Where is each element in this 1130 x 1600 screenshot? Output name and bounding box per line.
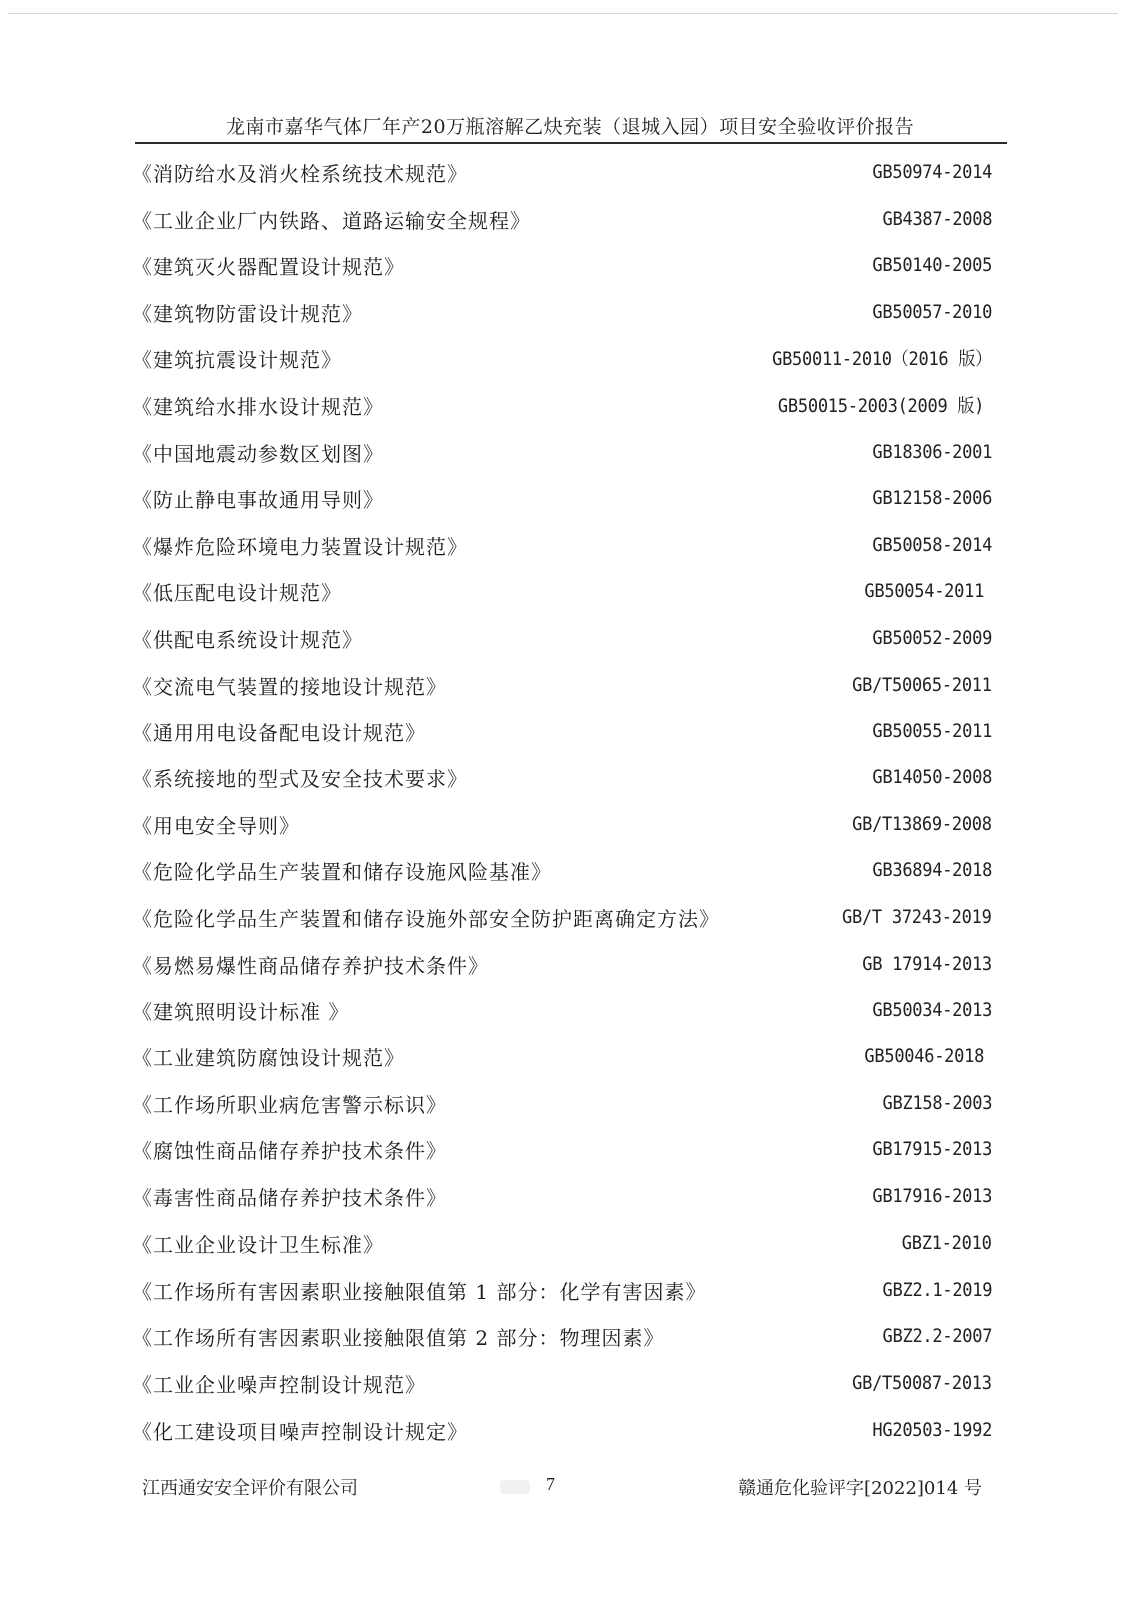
reference-title: 《易燃易爆性商品储存养护技术条件》 [132, 953, 489, 978]
reference-row [132, 1181, 992, 1211]
reference-code: GB50055-2011 [872, 720, 992, 742]
reference-code: GB/T50065-2011 [852, 674, 992, 696]
reference-code: GBZ2.1-2019 [882, 1279, 992, 1301]
reference-code: GB50015-2003(2009 版) [777, 396, 984, 417]
reference-row [132, 1041, 984, 1071]
reference-title: 《供配电系统设计规范》 [132, 627, 363, 652]
reference-code: GB4387-2008 [882, 208, 992, 230]
reference-title: 《腐蚀性商品储存养护技术条件》 [132, 1138, 447, 1163]
reference-code: GB17916-2013 [872, 1185, 992, 1207]
reference-code: GB14050-2008 [872, 766, 992, 788]
reference-title: 《通用用电设备配电设计规范》 [132, 720, 426, 745]
reference-title: 《用电安全导则》 [132, 813, 300, 838]
reference-code: GB50058-2014 [872, 534, 992, 556]
reference-title: 《化工建设项目噪声控制设计规定》 [132, 1419, 468, 1444]
reference-title: 《危险化学品生产装置和储存设施外部安全防护距离确定方法》 [132, 906, 720, 931]
reference-code: GB50057-2010 [872, 301, 992, 323]
reference-row [132, 670, 992, 700]
reference-title: 《工作场所有害因素职业接触限值第 1 部分：化学有害因素》 [132, 1279, 707, 1304]
reference-row [132, 1415, 992, 1445]
reference-code: GB50054-2011 [864, 580, 984, 602]
page-footer [142, 1474, 982, 1502]
reference-row [132, 343, 992, 373]
reference-row [132, 1228, 992, 1258]
reference-title: 《建筑物防雷设计规范》 [132, 301, 363, 326]
reference-title: 《工作场所职业病危害警示标识》 [132, 1092, 447, 1117]
reference-row [132, 437, 992, 467]
footer-report-number: 赣通危化验评字[2022]014 号 [738, 1478, 982, 1499]
reference-title: 《爆炸危险环境电力装置设计规范》 [132, 534, 468, 559]
reference-row [132, 995, 992, 1025]
reference-title: 《工业企业设计卫生标准》 [132, 1232, 384, 1257]
reference-code: GB50140-2005 [872, 254, 992, 276]
reference-code: GB/T50087-2013 [852, 1372, 992, 1394]
reference-row [132, 716, 992, 746]
reference-title: 《中国地震动参数区划图》 [132, 441, 384, 466]
reference-code: GB50011-2010（2016 版） [772, 349, 992, 370]
reference-code: GB/T13869-2008 [852, 813, 992, 835]
reference-row [132, 297, 992, 327]
reference-code: GB50052-2009 [872, 627, 992, 649]
reference-row [132, 390, 984, 420]
reference-title: 《交流电气装置的接地设计规范》 [132, 674, 447, 699]
reference-row [132, 855, 992, 885]
reference-title: 《建筑抗震设计规范》 [132, 347, 342, 372]
reference-code: GB36894-2018 [872, 859, 992, 881]
reference-row [132, 1368, 992, 1398]
reference-row [132, 1275, 992, 1305]
reference-row [132, 1321, 992, 1351]
reference-code: GB50974-2014 [872, 161, 992, 183]
reference-title: 《毒害性商品储存养护技术条件》 [132, 1185, 447, 1210]
reference-code: GB50046-2018 [864, 1045, 984, 1067]
page-header-title: 龙南市嘉华气体厂年产20万瓶溶解乙炔充装（退城入园）项目安全验收评价报告 [225, 116, 915, 138]
reference-code: HG20503-1992 [872, 1419, 992, 1441]
reference-title: 《工业企业噪声控制设计规范》 [132, 1372, 426, 1397]
footer-company-name: 江西通安安全评价有限公司 [142, 1478, 358, 1499]
reference-code: GB/T 37243-2019 [842, 906, 992, 928]
reference-code: GB12158-2006 [872, 487, 992, 509]
reference-code: GBZ2.2-2007 [882, 1325, 992, 1347]
reference-row [132, 949, 992, 979]
reference-title: 《危险化学品生产装置和储存设施风险基准》 [132, 859, 552, 884]
reference-row [132, 1088, 992, 1118]
reference-code: GBZ1-2010 [902, 1232, 992, 1254]
reference-title: 《消防给水及消火栓系统技术规范》 [132, 161, 468, 186]
reference-row [132, 762, 992, 792]
reference-row [132, 530, 992, 560]
reference-row [132, 250, 992, 280]
reference-row [132, 157, 992, 187]
reference-code: GBZ158-2003 [882, 1092, 992, 1114]
reference-row [132, 809, 992, 839]
reference-title: 《建筑照明设计标准 》 [132, 999, 350, 1024]
reference-title: 《工业建筑防腐蚀设计规范》 [132, 1045, 405, 1070]
reference-code: GB 17914-2013 [862, 953, 992, 975]
reference-title: 《建筑灭火器配置设计规范》 [132, 254, 405, 279]
reference-code: GB17915-2013 [872, 1138, 992, 1160]
reference-row [132, 576, 984, 606]
reference-row [132, 204, 992, 234]
reference-row [132, 1134, 992, 1164]
scan-edge-line [8, 13, 1118, 14]
reference-code: GB50034-2013 [872, 999, 992, 1021]
reference-title: 《系统接地的型式及安全技术要求》 [132, 766, 468, 791]
footer-page-number: 7 [546, 1474, 555, 1494]
reference-title: 《工作场所有害因素职业接触限值第 2 部分：物理因素》 [132, 1325, 665, 1350]
reference-title: 《低压配电设计规范》 [132, 580, 342, 605]
reference-code: GB18306-2001 [872, 441, 992, 463]
reference-row [132, 902, 992, 932]
reference-row [132, 623, 992, 653]
reference-title: 《防止静电事故通用导则》 [132, 487, 384, 512]
reference-title: 《建筑给水排水设计规范》 [132, 394, 384, 419]
header-divider [135, 142, 1007, 144]
reference-title: 《工业企业厂内铁路、道路运输安全规程》 [132, 208, 531, 233]
reference-row [132, 483, 992, 513]
